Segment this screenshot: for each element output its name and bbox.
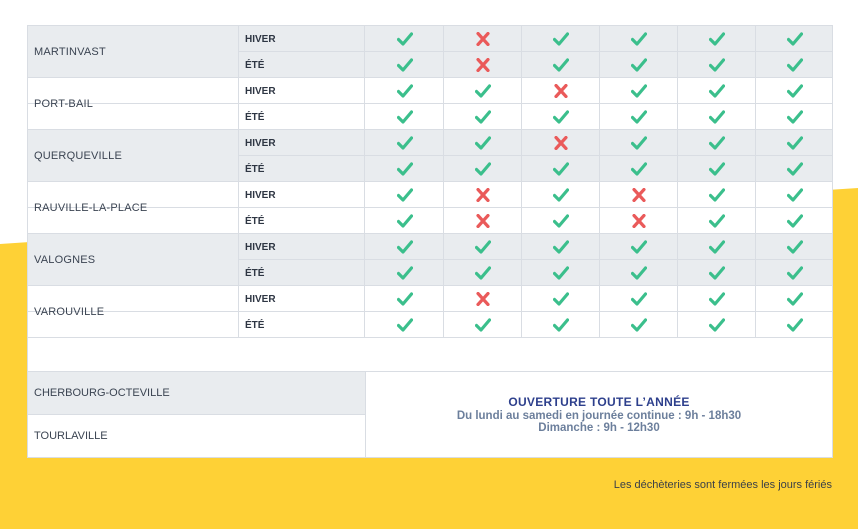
check-icon: [600, 156, 678, 182]
check-icon: [600, 260, 678, 286]
check-icon: [600, 312, 678, 338]
check-icon: [444, 312, 522, 338]
check-icon: [756, 130, 834, 156]
check-icon: [756, 286, 834, 312]
city-label: RAUVILLE-LA-PLACE: [28, 182, 239, 234]
weekday-hours: Du lundi au samedi en journée continue : 9h - 18h30: [456, 410, 742, 422]
check-icon: [600, 234, 678, 260]
cross-icon: [444, 208, 522, 234]
check-icon: [522, 234, 600, 260]
city-label: CHERBOURG-OCTEVILLE: [34, 387, 170, 399]
cross-icon: [444, 286, 522, 312]
check-icon: [600, 52, 678, 78]
check-icon: [522, 104, 600, 130]
season-summer-label: ÉTÉ: [240, 104, 365, 130]
check-icon: [756, 182, 834, 208]
check-icon: [678, 286, 756, 312]
check-icon: [522, 26, 600, 52]
season-summer-label: ÉTÉ: [240, 52, 365, 78]
cross-icon: [600, 182, 678, 208]
check-icon: [366, 26, 444, 52]
check-icon: [444, 260, 522, 286]
check-icon: [366, 52, 444, 78]
check-icon: [756, 156, 834, 182]
check-icon: [522, 260, 600, 286]
check-icon: [522, 208, 600, 234]
holiday-note: Les déchèteries sont fermées les jours fériés: [613, 479, 832, 491]
check-icon: [444, 234, 522, 260]
check-icon: [600, 286, 678, 312]
city-label: TOURLAVILLE: [34, 430, 108, 442]
check-icon: [366, 286, 444, 312]
check-icon: [522, 52, 600, 78]
check-icon: [678, 78, 756, 104]
check-icon: [366, 78, 444, 104]
cross-icon: [522, 78, 600, 104]
check-icon: [366, 260, 444, 286]
check-icon: [756, 208, 834, 234]
city-label: QUERQUEVILLE: [28, 130, 239, 182]
check-icon: [444, 130, 522, 156]
city-label: PORT-BAIL: [28, 78, 239, 130]
check-icon: [678, 52, 756, 78]
check-icon: [756, 52, 834, 78]
season-summer-label: ÉTÉ: [240, 312, 365, 338]
year-round-title: OUVERTURE TOUTE L’ANNÉE: [508, 395, 690, 409]
cross-icon: [600, 208, 678, 234]
check-icon: [444, 78, 522, 104]
check-icon: [522, 286, 600, 312]
city-label: VAROUVILLE: [28, 286, 239, 338]
check-icon: [678, 312, 756, 338]
check-icon: [366, 234, 444, 260]
season-summer-label: ÉTÉ: [240, 156, 365, 182]
season-winter-label: HIVER: [240, 286, 365, 312]
season-winter-label: HIVER: [240, 78, 365, 104]
season-winter-label: HIVER: [240, 234, 365, 260]
check-icon: [678, 156, 756, 182]
check-icon: [600, 104, 678, 130]
cross-icon: [522, 130, 600, 156]
check-icon: [444, 104, 522, 130]
schedule-table: [27, 25, 833, 458]
check-icon: [522, 312, 600, 338]
check-icon: [600, 26, 678, 52]
check-icon: [366, 312, 444, 338]
check-icon: [600, 130, 678, 156]
check-icon: [678, 208, 756, 234]
sunday-hours: Dimanche : 9h - 12h30: [538, 422, 660, 434]
season-winter-label: HIVER: [240, 26, 365, 52]
check-icon: [678, 182, 756, 208]
season-summer-label: ÉTÉ: [240, 260, 365, 286]
check-icon: [678, 26, 756, 52]
year-round-info: [366, 372, 832, 457]
check-icon: [522, 156, 600, 182]
check-icon: [756, 104, 834, 130]
city-label: VALOGNES: [28, 234, 239, 286]
check-icon: [756, 78, 834, 104]
check-icon: [444, 156, 522, 182]
check-icon: [756, 26, 834, 52]
check-icon: [678, 104, 756, 130]
check-icon: [756, 312, 834, 338]
city-tourlaville: [28, 415, 366, 457]
season-winter-label: HIVER: [240, 130, 365, 156]
check-icon: [366, 104, 444, 130]
check-icon: [756, 260, 834, 286]
city-label: MARTINVAST: [28, 26, 239, 78]
check-icon: [366, 182, 444, 208]
check-icon: [678, 260, 756, 286]
check-icon: [366, 156, 444, 182]
check-icon: [366, 130, 444, 156]
check-icon: [522, 182, 600, 208]
table-gap: [28, 338, 832, 372]
check-icon: [756, 234, 834, 260]
city-cherbourg-octeville: [28, 372, 366, 415]
cross-icon: [444, 182, 522, 208]
cross-icon: [444, 26, 522, 52]
season-summer-label: ÉTÉ: [240, 208, 365, 234]
check-icon: [678, 130, 756, 156]
check-icon: [366, 208, 444, 234]
cross-icon: [444, 52, 522, 78]
check-icon: [600, 78, 678, 104]
check-icon: [678, 234, 756, 260]
season-winter-label: HIVER: [240, 182, 365, 208]
